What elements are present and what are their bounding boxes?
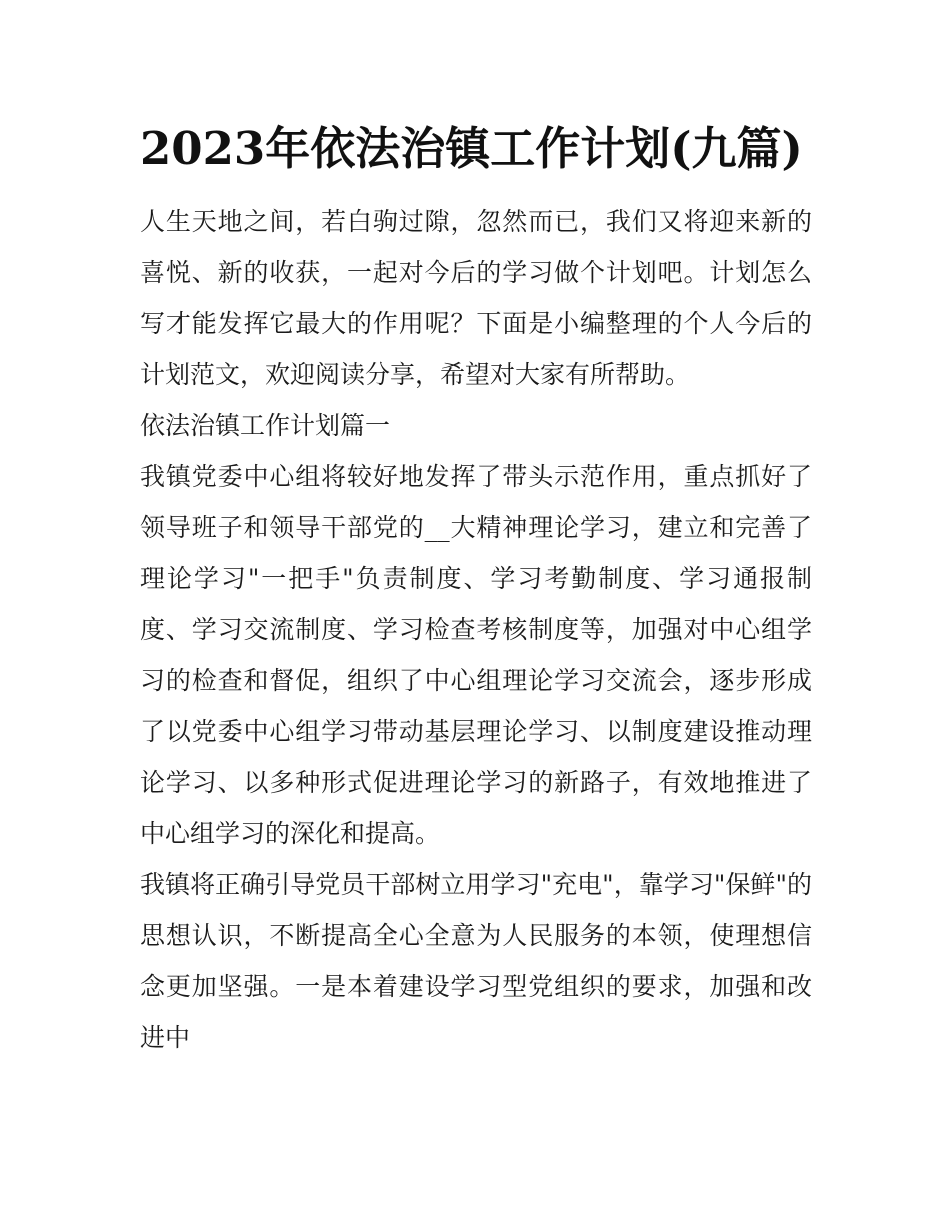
document-title: 2023年依法治镇工作计划(九篇) (140, 122, 803, 175)
intro-paragraph: 人生天地之间，若白驹过隙，忽然而已，我们又将迎来新的喜悦、新的收获，一起对今后的学习做个计划吧。计划怎么写才能发挥它最大的作用呢？下面是小编整理的个人今后的计划范文，欢迎阅读分享，希望对大家有所帮助。 (140, 207, 812, 389)
section-heading: 依法治镇工作计划篇一 (140, 411, 391, 440)
document-body (140, 118, 812, 1063)
body-paragraph-1: 我镇党委中心组将较好地发挥了带头示范作用，重点抓好了领导班子和领导干部党的__大精神理论学习，建立和完善了理论学习"一把手"负责制度、学习考勤制度、学习通报制度、学习交流制度、学习检查考核制度等，加强对中心组学习的检查和督促，组织了中心组理论学习交流会，逐步形成了以党委中心组学习带动基层理论学习、以制度建设推动理论学习、以多种形式促进理论学习的新路子，有效地推进了中心组学习的深化和提高。 (140, 462, 812, 848)
body-paragraph-2: 我镇将正确引导党员干部树立用学习"充电"，靠学习"保鲜"的思想认识，不断提高全心全意为人民服务的本领，使理想信念更加坚强。一是本着建设学习型党组织的要求，加强和改进中 (140, 870, 812, 1052)
